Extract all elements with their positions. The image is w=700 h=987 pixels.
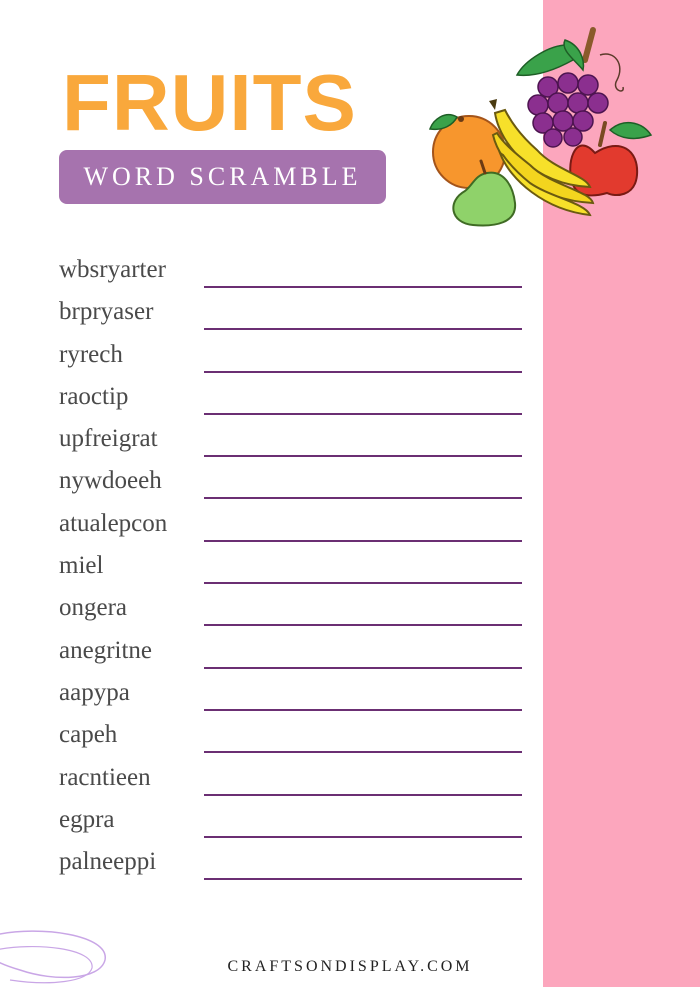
answer-line[interactable]	[204, 413, 522, 415]
scrambled-word: raoctip	[59, 382, 129, 410]
scrambled-word-list	[59, 252, 529, 886]
scrambled-word: brpryaser	[59, 298, 154, 326]
scrambled-word: egpra	[59, 805, 115, 833]
answer-line[interactable]	[204, 497, 522, 499]
scrambled-word: capeh	[59, 721, 118, 749]
word-row	[59, 252, 529, 294]
scrambled-word: anegritne	[59, 636, 153, 664]
scrambled-word: palneeppi	[59, 848, 157, 876]
grapes-icon	[517, 30, 623, 147]
word-row	[59, 294, 529, 336]
scrambled-word: upfreigrat	[59, 425, 158, 453]
word-row	[59, 337, 529, 379]
answer-line[interactable]	[204, 455, 522, 457]
word-row	[59, 590, 529, 632]
page-title: FRUITS	[62, 58, 357, 147]
word-row	[59, 802, 529, 844]
word-row	[59, 421, 529, 463]
word-row	[59, 506, 529, 548]
word-row	[59, 760, 529, 802]
answer-line[interactable]	[204, 794, 522, 796]
word-row	[59, 844, 529, 886]
decorative-swirl	[0, 920, 120, 987]
word-row	[59, 675, 529, 717]
fruit-illustration	[425, 25, 660, 235]
answer-line[interactable]	[204, 328, 522, 330]
subtitle-banner	[59, 150, 386, 204]
answer-line[interactable]	[204, 667, 522, 669]
word-row	[59, 717, 529, 759]
answer-line[interactable]	[204, 371, 522, 373]
subtitle-text: WORD SCRAMBLE	[83, 162, 362, 191]
word-row	[59, 379, 529, 421]
scrambled-word: ryrech	[59, 340, 123, 368]
answer-line[interactable]	[204, 836, 522, 838]
answer-line[interactable]	[204, 540, 522, 542]
scrambled-word: nywdoeeh	[59, 467, 162, 495]
scrambled-word: wbsryarter	[59, 256, 166, 283]
answer-line[interactable]	[204, 286, 522, 288]
answer-line[interactable]	[204, 878, 522, 880]
footer-website: CRAFTSONDISPLAY.COM	[227, 958, 473, 975]
word-row	[59, 463, 529, 505]
scrambled-word: ongera	[59, 594, 128, 622]
word-row	[59, 633, 529, 675]
word-row	[59, 548, 529, 590]
answer-line[interactable]	[204, 751, 522, 753]
scrambled-word: racntieen	[59, 763, 151, 791]
answer-line[interactable]	[204, 709, 522, 711]
answer-line[interactable]	[204, 582, 522, 584]
answer-line[interactable]	[204, 624, 522, 626]
scrambled-word: atualepcon	[59, 509, 168, 537]
scrambled-word: miel	[59, 552, 104, 580]
scrambled-word: aapypa	[59, 678, 130, 706]
